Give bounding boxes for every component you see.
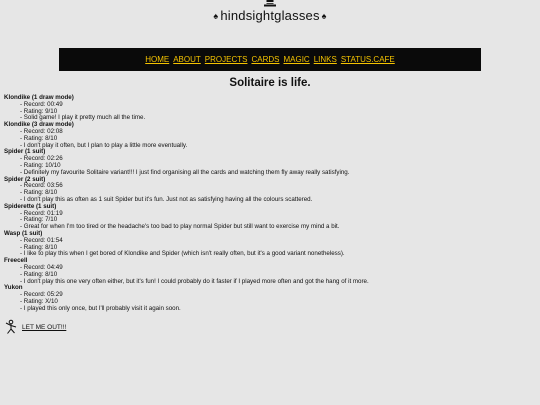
spade-icon: ♠ [321,11,327,21]
game-name: Yukon [4,284,23,292]
running-stick-figure-icon [3,319,19,335]
solitaire-list [4,95,534,313]
game-record: - Record: 04:49 [20,263,63,271]
game-comment: - Solid game! I play it pretty much all the time. [20,114,146,122]
nav-links[interactable]: LINKS [313,55,337,64]
game-comment: - I don't play this one very often either, but it's fun! I could probably do it faster if I played more often and got the hang of it more. [20,277,369,285]
site-header [0,8,540,26]
game-comment: - Great for when I'm too tired or the headache's too bad to play normal Spider but still want to exercise my mind a bit. [20,223,340,231]
nav-magic[interactable]: MAGIC [283,55,310,64]
game-name: Klondike (1 draw mode) [4,94,74,101]
game-entry [4,285,534,312]
game-record: - Record: 00:49 [20,100,63,108]
game-entry [4,258,534,285]
nav-about[interactable]: ABOUT [173,55,201,64]
main-nav [59,48,481,71]
nav-status-cafe[interactable]: STATUS.CAFE [340,55,395,64]
page-title: Solitaire is life. [229,77,311,89]
game-rating: - Rating: 9/10 [20,107,58,115]
game-comment: - I played this only once, but I'll probably visit it again soon. [20,304,181,312]
game-name: Freecell [4,257,28,265]
game-record: - Record: 03:56 [20,182,63,190]
logo-wordmark-wrap [220,8,319,23]
game-record: - Record: 02:26 [20,155,63,163]
logo-text: hindsightglasses [220,8,320,23]
escape-link-row [3,319,66,335]
spade-icon: ♠ [213,11,219,21]
top-hat-icon [264,0,276,7]
game-rating: - Rating: 8/10 [20,270,58,278]
game-comment: - Definitely my favourite Solitaire variant!!! I just find organising all the cards and watching them fly away really satisfying. [20,168,350,176]
game-entry [4,177,534,204]
game-comment: - I don't play it often, but I plan to play a little more eventually. [20,141,188,149]
game-comment: - I like to play this when I get bored of Klondike and Spider (which isn't really often, but it's a good variant nonetheless). [20,250,345,258]
let-me-out-link[interactable]: LET ME OUT!!! [22,323,67,331]
game-name: Spider (2 suit) [4,175,46,183]
game-comment: - I don't play this as often as 1 suit Spider but it's fun. Just not as satisfying having all the colours scattered. [20,195,313,203]
game-rating: - Rating: X/10 [20,297,58,305]
game-entry [4,95,534,122]
game-rating: - Rating: 10/10 [20,161,61,169]
game-entry [4,204,534,231]
game-entry [4,231,534,258]
site-logo[interactable] [213,8,326,23]
game-name: Spider (1 suit) [4,148,46,156]
game-rating: - Rating: 8/10 [20,243,58,251]
game-record: - Record: 01:19 [20,209,63,217]
game-name: Klondike (3 draw mode) [4,121,74,129]
game-record: - Record: 05:29 [20,291,63,299]
nav-cards[interactable]: CARDS [251,55,280,64]
game-record: - Record: 01:54 [20,236,63,244]
game-entry [4,122,534,149]
nav-home[interactable]: HOME [145,55,170,64]
game-entry [4,149,534,176]
nav-projects[interactable]: PROJECTS [204,55,248,64]
game-rating: - Rating: 8/10 [20,189,58,197]
game-rating: - Rating: 8/10 [20,134,58,142]
game-name: Spiderette (1 suit) [4,202,57,210]
game-record: - Record: 02:08 [20,127,63,135]
game-name: Wasp (1 suit) [4,229,43,237]
game-rating: - Rating: 7/10 [20,216,58,224]
